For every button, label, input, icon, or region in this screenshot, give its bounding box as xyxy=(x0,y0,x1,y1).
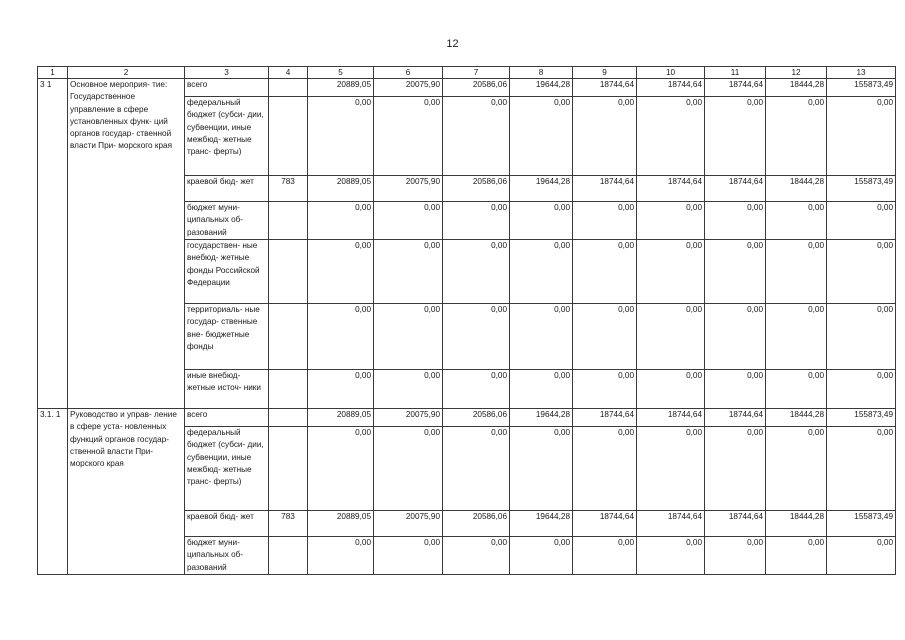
amount-cell: 0,00 xyxy=(573,370,637,409)
amount-cell: 0,00 xyxy=(308,427,374,511)
amount-cell: 0,00 xyxy=(510,427,573,511)
amount-cell: 0,00 xyxy=(827,304,896,370)
row-code-cell: 3.1. 1 xyxy=(38,409,68,575)
amount-cell: 18444,28 xyxy=(766,176,827,202)
table-row xyxy=(38,79,896,97)
amount-cell: 19644,28 xyxy=(510,79,573,97)
amount-cell: 0,00 xyxy=(766,97,827,176)
amount-cell: 0,00 xyxy=(637,427,705,511)
amount-cell: 0,00 xyxy=(766,202,827,240)
amount-cell: 18744,64 xyxy=(637,409,705,427)
column-header: 10 xyxy=(637,67,705,79)
column-header: 6 xyxy=(374,67,443,79)
amount-cell: 0,00 xyxy=(705,370,766,409)
amount-cell: 0,00 xyxy=(510,370,573,409)
amount-cell: 0,00 xyxy=(637,97,705,176)
funding-source-cell: государствен- ные внебюд- жетные фонды Российской Федерации xyxy=(185,240,269,304)
amount-cell: 0,00 xyxy=(573,304,637,370)
amount-cell: 0,00 xyxy=(443,240,510,304)
amount-cell: 0,00 xyxy=(510,97,573,176)
amount-cell: 0,00 xyxy=(308,370,374,409)
funding-source-cell: иные внебюд- жетные источ- ники xyxy=(185,370,269,409)
amount-cell: 0,00 xyxy=(573,537,637,575)
amount-cell: 0,00 xyxy=(443,370,510,409)
amount-cell: 0,00 xyxy=(637,240,705,304)
amount-cell: 18744,64 xyxy=(705,409,766,427)
funding-source-cell: всего xyxy=(185,79,269,97)
amount-cell: 0,00 xyxy=(510,240,573,304)
amount-cell: 18444,28 xyxy=(766,79,827,97)
funding-source-cell: территориаль- ные государ- ственные вне- бюджетные фонды xyxy=(185,304,269,370)
amount-cell: 0,00 xyxy=(766,240,827,304)
amount-cell: 155873,49 xyxy=(827,79,896,97)
amount-cell: 0,00 xyxy=(374,202,443,240)
column-header: 5 xyxy=(308,67,374,79)
amount-cell: 20586,06 xyxy=(443,511,510,537)
amount-cell: 20889,05 xyxy=(308,511,374,537)
amount-cell: 0,00 xyxy=(308,202,374,240)
amount-cell: 155873,49 xyxy=(827,176,896,202)
amount-cell: 0,00 xyxy=(705,427,766,511)
amount-cell: 18744,64 xyxy=(573,511,637,537)
amount-cell: 18744,64 xyxy=(573,79,637,97)
column-header: 4 xyxy=(269,67,308,79)
row-name-cell: Руководство и управ- ление в сфере уста- новленных функций органов государ- ственной власти При- морского края xyxy=(68,409,185,575)
column-header: 9 xyxy=(573,67,637,79)
gu-code-cell xyxy=(269,79,308,97)
amount-cell: 0,00 xyxy=(705,97,766,176)
amount-cell: 18444,28 xyxy=(766,409,827,427)
amount-cell: 0,00 xyxy=(637,537,705,575)
amount-cell: 0,00 xyxy=(443,304,510,370)
amount-cell: 0,00 xyxy=(374,427,443,511)
amount-cell: 20889,05 xyxy=(308,176,374,202)
gu-code-cell: 783 xyxy=(269,176,308,202)
gu-code-cell xyxy=(269,240,308,304)
amount-cell: 20586,06 xyxy=(443,176,510,202)
gu-code-cell xyxy=(269,304,308,370)
gu-code-cell: 783 xyxy=(269,511,308,537)
page-number: 12 xyxy=(446,38,459,50)
gu-code-cell xyxy=(269,97,308,176)
funding-source-cell: всего xyxy=(185,409,269,427)
amount-cell: 0,00 xyxy=(827,370,896,409)
amount-cell: 0,00 xyxy=(705,202,766,240)
amount-cell: 20586,06 xyxy=(443,409,510,427)
amount-cell: 19644,28 xyxy=(510,176,573,202)
amount-cell: 20075,90 xyxy=(374,176,443,202)
funding-source-cell: краевой бюд- жет xyxy=(185,511,269,537)
row-code-cell: 3 1 xyxy=(38,79,68,409)
amount-cell: 0,00 xyxy=(443,202,510,240)
gu-code-cell xyxy=(269,370,308,409)
column-header: 1 xyxy=(38,67,68,79)
amount-cell: 20075,90 xyxy=(374,79,443,97)
amount-cell: 18744,64 xyxy=(705,176,766,202)
amount-cell: 18744,64 xyxy=(637,511,705,537)
amount-cell: 0,00 xyxy=(374,240,443,304)
funding-source-cell: бюджет муни- ципальных об- разований xyxy=(185,537,269,575)
amount-cell: 0,00 xyxy=(766,370,827,409)
amount-cell: 0,00 xyxy=(705,537,766,575)
amount-cell: 155873,49 xyxy=(827,409,896,427)
amount-cell: 0,00 xyxy=(766,537,827,575)
amount-cell: 0,00 xyxy=(374,370,443,409)
column-header: 11 xyxy=(705,67,766,79)
budget-table xyxy=(37,66,896,575)
amount-cell: 0,00 xyxy=(308,240,374,304)
amount-cell: 20586,06 xyxy=(443,79,510,97)
amount-cell: 0,00 xyxy=(374,304,443,370)
gu-code-cell xyxy=(269,202,308,240)
amount-cell: 0,00 xyxy=(573,97,637,176)
amount-cell: 0,00 xyxy=(573,202,637,240)
amount-cell: 0,00 xyxy=(827,202,896,240)
amount-cell: 0,00 xyxy=(510,537,573,575)
amount-cell: 0,00 xyxy=(443,97,510,176)
amount-cell: 0,00 xyxy=(827,427,896,511)
funding-source-cell: бюджет муни- ципальных об- разований xyxy=(185,202,269,240)
amount-cell: 0,00 xyxy=(308,304,374,370)
amount-cell: 19644,28 xyxy=(510,409,573,427)
amount-cell: 155873,49 xyxy=(827,511,896,537)
column-header: 7 xyxy=(443,67,510,79)
amount-cell: 0,00 xyxy=(827,240,896,304)
amount-cell: 0,00 xyxy=(443,427,510,511)
gu-code-cell xyxy=(269,427,308,511)
amount-cell: 0,00 xyxy=(705,240,766,304)
amount-cell: 19644,28 xyxy=(510,511,573,537)
amount-cell: 18744,64 xyxy=(705,511,766,537)
column-header: 13 xyxy=(827,67,896,79)
amount-cell: 0,00 xyxy=(827,97,896,176)
amount-cell: 0,00 xyxy=(637,304,705,370)
amount-cell: 18744,64 xyxy=(637,79,705,97)
column-header: 12 xyxy=(766,67,827,79)
amount-cell: 0,00 xyxy=(374,97,443,176)
amount-cell: 18744,64 xyxy=(637,176,705,202)
amount-cell: 0,00 xyxy=(827,537,896,575)
table-row xyxy=(38,409,896,427)
column-header: 3 xyxy=(185,67,269,79)
gu-code-cell xyxy=(269,537,308,575)
amount-cell: 0,00 xyxy=(705,304,766,370)
amount-cell: 0,00 xyxy=(510,304,573,370)
column-header: 8 xyxy=(510,67,573,79)
amount-cell: 0,00 xyxy=(510,202,573,240)
funding-source-cell: федеральный бюджет (субси- дии, субвенции, иные межбюд- жетные транс- ферты) xyxy=(185,427,269,511)
amount-cell: 20889,05 xyxy=(308,79,374,97)
amount-cell: 18744,64 xyxy=(573,176,637,202)
amount-cell: 0,00 xyxy=(766,304,827,370)
amount-cell: 0,00 xyxy=(573,240,637,304)
amount-cell: 0,00 xyxy=(766,427,827,511)
amount-cell: 18744,64 xyxy=(573,409,637,427)
amount-cell: 20075,90 xyxy=(374,511,443,537)
funding-source-cell: федеральный бюджет (субси- дии, субвенции, иные межбюд- жетные транс- ферты) xyxy=(185,97,269,176)
gu-code-cell xyxy=(269,409,308,427)
amount-cell: 0,00 xyxy=(308,537,374,575)
amount-cell: 0,00 xyxy=(443,537,510,575)
amount-cell: 18744,64 xyxy=(705,79,766,97)
funding-source-cell: краевой бюд- жет xyxy=(185,176,269,202)
amount-cell: 0,00 xyxy=(374,537,443,575)
amount-cell: 0,00 xyxy=(308,97,374,176)
amount-cell: 0,00 xyxy=(637,370,705,409)
column-header: 2 xyxy=(68,67,185,79)
amount-cell: 0,00 xyxy=(637,202,705,240)
row-name-cell: Основное мероприя- тие: Государственное управление в сфере установленных функ- ций органов государ- ственной власти При- морского края xyxy=(68,79,185,409)
amount-cell: 18444,28 xyxy=(766,511,827,537)
amount-cell: 0,00 xyxy=(573,427,637,511)
amount-cell: 20075,90 xyxy=(374,409,443,427)
header-row xyxy=(38,67,896,79)
amount-cell: 20889,05 xyxy=(308,409,374,427)
